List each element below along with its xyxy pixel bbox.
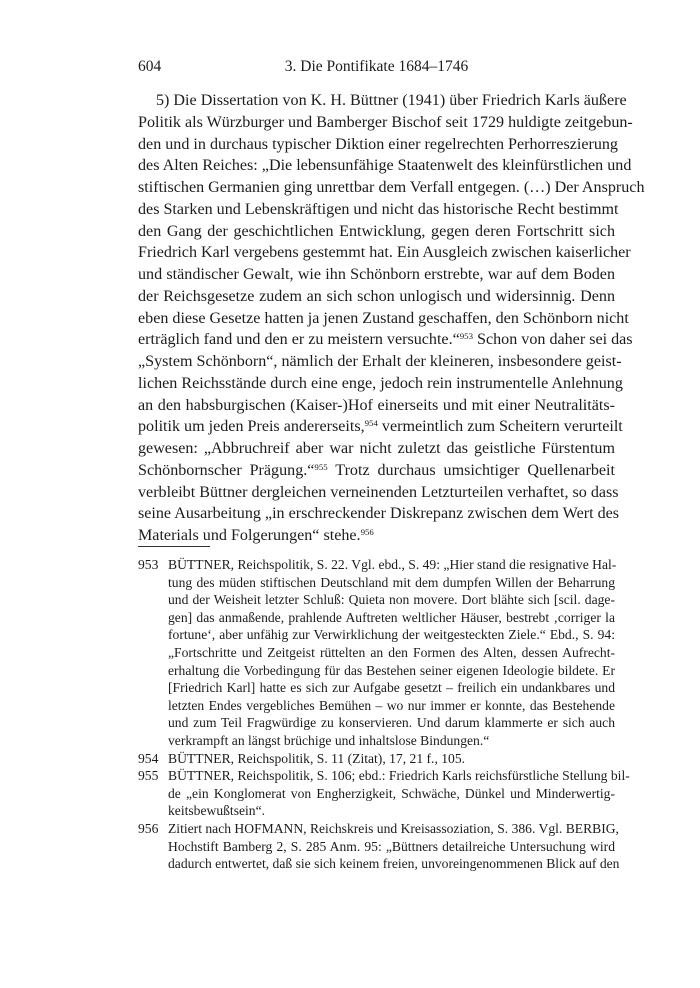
text-line — [138, 525, 615, 547]
footnote-line: gen] das anmaßende, prahlende Auftreten weltlicher Häuser, bestrebt ‚corriger la — [168, 609, 615, 625]
footnote-line: und der Weisheit letzter Schluß: Quieta non movere. Dort blähte sich [scil. dage- — [168, 592, 615, 608]
footnote-ref[interactable]: 956 — [360, 527, 374, 538]
text-segment: vermeintlich zum Scheitern verurteilt — [377, 418, 623, 436]
text-segment: der Reichsgesetze zudem an sich schon unlogisch und widersinnig. Denn — [138, 287, 615, 305]
footnote-number: 956 — [138, 820, 159, 836]
text-segment: Trotz durchaus umsichtiger Quellenarbeit — [327, 461, 615, 479]
footnote — [138, 820, 620, 873]
text-line — [138, 329, 633, 351]
text-line — [138, 395, 615, 417]
text-segment: erträglich fand und den er zu meistern versuchte.“ — [138, 331, 460, 349]
footnote-line: fortune‘, aber unfähig zur Verwirklichung der weitgesteckten Ziele.“ Ebd., S. 94: — [168, 627, 615, 643]
footnote-ref[interactable]: 953 — [459, 331, 473, 342]
text-line — [138, 438, 615, 460]
footnote — [138, 750, 615, 768]
footnote-line: verkrampft an längst brüchige und inhaltslose Bindungen.“ — [168, 732, 490, 748]
text-segment: und ständischer Gewalt, wie ihn Schönborn erstrebte, war auf dem Boden — [138, 266, 615, 283]
text-line — [138, 90, 627, 112]
text-segment: Friedrich Karl vergebens gestemmt hat. Ein Ausgleich zwischen kaiserlicher — [138, 244, 631, 262]
footnote-line: Hochstift Bamberg 2, S. 285 Anm. 95: „Büttners detailreiche Untersuchung wird — [168, 838, 615, 854]
text-line — [138, 264, 615, 286]
text-segment: politik um jeden Preis andererseits, — [138, 418, 365, 436]
text-line — [138, 373, 623, 395]
footnote-line: [Friedrich Karl] hatte es sich zur Aufgabe gesetzt – freilich ein undankbares und — [168, 680, 615, 696]
footnote-line: erhaltung die Vorbedingung für das Bestehen seiner eigenen Ideologie bildete. Er — [168, 662, 615, 678]
text-line — [138, 242, 631, 264]
running-head: 3. Die Pontifikate 1684–1746 — [284, 58, 469, 75]
text-line — [138, 286, 615, 308]
text-line — [138, 460, 615, 482]
footnote-line: BÜTTNER, Reichspolitik, S. 106; ebd.: Friedrich Karls reichsfürstliche Stellung bil- — [168, 768, 630, 784]
page-number: 604 — [138, 58, 162, 75]
footnote-ref[interactable]: 955 — [314, 461, 328, 472]
footnote-line: keitsbewußtsein“. — [168, 803, 266, 819]
text-segment: verbleibt Büttner dergleichen verneinenden Letzturteilen verhaftet, so dass — [138, 483, 619, 501]
footnote-line: dadurch entwertet, daß sie sich keinem freien, unvoreingenommenen Blick auf den — [168, 856, 620, 872]
text-segment: des Starken und Lebenskräftigen und nicht das historische Recht bestimmt — [138, 200, 619, 218]
text-line — [138, 351, 622, 373]
footnote-rule — [138, 546, 210, 547]
text-segment: Schönbornscher Prägung.“ — [138, 461, 315, 479]
text-segment: „System Schönborn“, nämlich der Erhalt der kleineren, insbesondere geist- — [138, 353, 622, 370]
text-segment: Politik als Würzburger und Bamberger Bischof seit 1729 huldigte zeitgebun- — [138, 113, 633, 131]
text-segment: Materials und Folgerungen“ stehe. — [138, 527, 361, 544]
footnote-line: „Fortschritte und Zeitgeist rüttelten an den Formen des Alten, dessen Aufrecht- — [168, 644, 615, 660]
text-segment: an den habsburgischen (Kaiser-)Hof einerseits und mit einer Neutralitäts- — [138, 396, 615, 414]
footnote-number: 954 — [138, 750, 159, 766]
text-line — [138, 177, 645, 199]
text-segment: seine Ausarbeitung „in erschreckender Diskrepanz zwischen dem Wert des — [138, 505, 620, 523]
text-line — [138, 199, 619, 221]
text-line — [138, 482, 619, 504]
text-segment: lichen Reichsstände durch eine enge, jedoch rein instrumentelle Anlehnung — [138, 374, 623, 392]
text-segment: des Alten Reiches: „Die lebensunfähige Staatenwelt des kleinfürstlichen und — [138, 157, 632, 175]
text-line — [138, 503, 620, 525]
footnote-line: letzten Endes vergebliches Bemühen – wo nur immer er konnte, das Bestehende — [168, 697, 615, 713]
text-segment: den Gang der geschichtlichen Entwicklung, gegen deren Fortschritt sich — [138, 222, 615, 240]
footnote-number: 955 — [138, 768, 159, 784]
footnotes — [138, 556, 630, 873]
text-segment: eben diese Gesetze hatten ja jenen Zustand geschaffen, den Schönborn nicht — [138, 309, 629, 327]
text-line — [138, 134, 618, 156]
text-line — [138, 221, 615, 243]
text-line — [138, 112, 633, 134]
footnote-ref[interactable]: 954 — [364, 418, 378, 429]
main-text — [138, 90, 645, 547]
text-line — [138, 155, 632, 177]
footnote-line: BÜTTNER, Reichspolitik, S. 11 (Zitat), 17, 21 f., 105. — [168, 750, 466, 766]
footnote — [138, 556, 615, 750]
text-segment: Schon von daher sei das — [473, 331, 633, 349]
text-line — [138, 308, 629, 330]
text-segment: stiftischen Germanien ging unrettbar dem Verfall entgegen. (…) Der Anspruch — [138, 179, 645, 196]
footnote — [138, 767, 630, 820]
footnote-line: tung des müden stiftischen Deutschland mit dem dumpfen Willen der Beharrung — [168, 574, 615, 590]
text-segment: 5) Die Dissertation von K. H. Büttner (1941) über Friedrich Karls äußere — [156, 92, 627, 109]
text-segment: den und in durchaus typischer Diktion einer regelrechten Perhorreszierung — [138, 135, 618, 153]
footnote-line: de „ein Konglomerat von Engherzigkeit, Schwäche, Dünkel und Minderwertig- — [168, 785, 615, 801]
text-segment: gewesen: „Abbruchreif aber war nicht zuletzt das geistliche Fürstentum — [138, 440, 615, 457]
text-line — [138, 416, 623, 438]
footnote-number: 953 — [138, 557, 159, 572]
footnote-line: und zum Teil Fragwürdige zu konservieren. Und darum klammerte er sich auch — [168, 715, 615, 731]
footnote-line: Zitiert nach HOFMANN, Reichskreis und Kreisassoziation, S. 386. Vgl. BERBIG, — [168, 820, 619, 836]
footnote-line: BÜTTNER, Reichspolitik, S. 22. Vgl. ebd., S. 49: „Hier stand die resignative Hal- — [168, 557, 617, 572]
